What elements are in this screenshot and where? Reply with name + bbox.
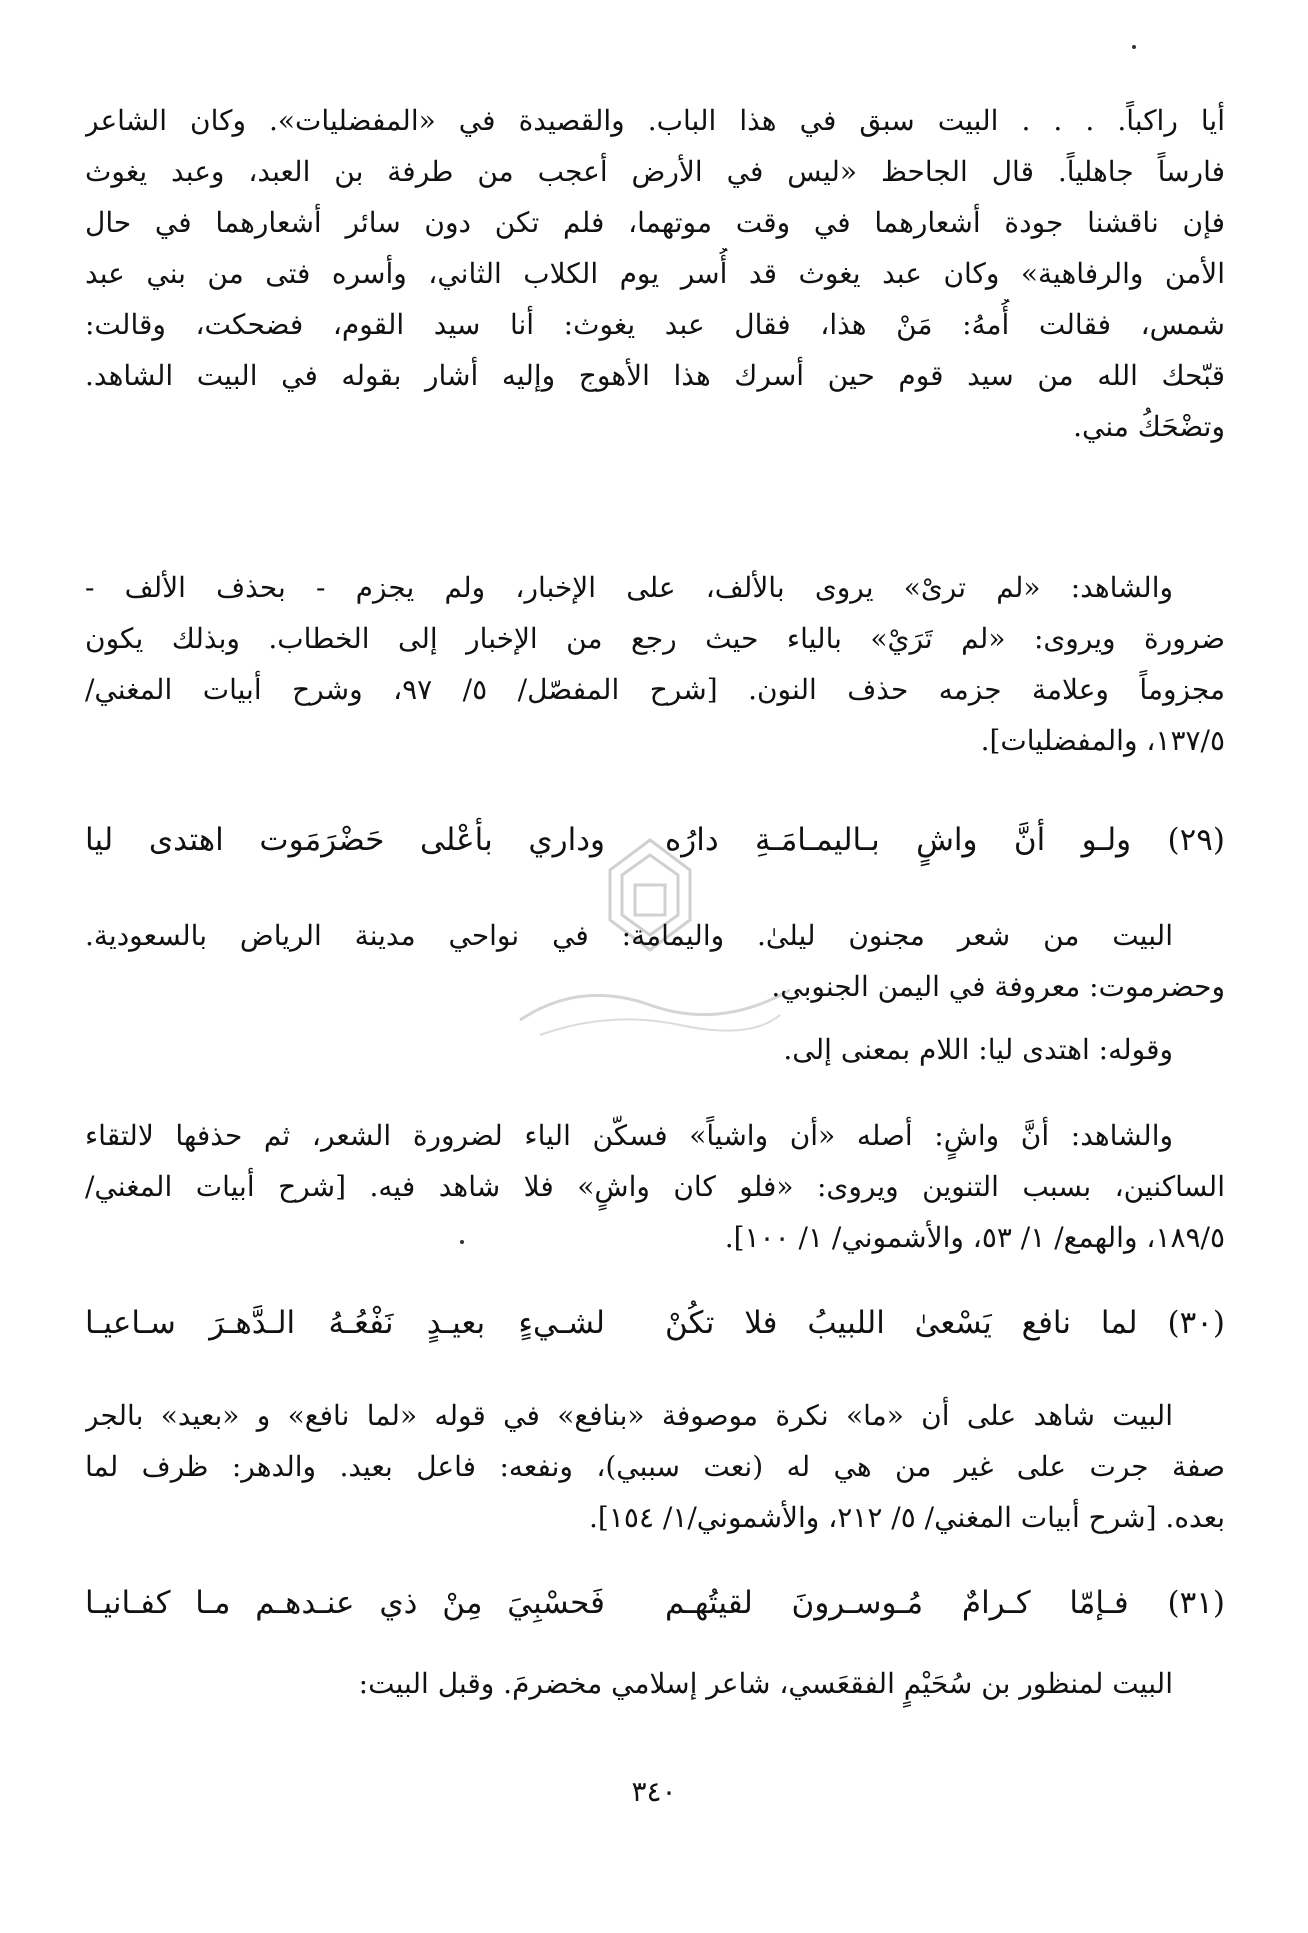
text-line: قبّحك الله من سيد قوم حين أسرك هذا الأهوج وإليه أشار بقوله في البيت الشاهد. — [85, 359, 1225, 392]
text-line: فارساً جاهلياً. قال الجاحظ «ليس في الأرض أعجب من طرفة بن العبد، وعبد يغوث — [85, 155, 1225, 188]
text-line: فإن ناقشنا جودة أشعارهما في وقت موتهما، فلم تكن دون سائر أشعارهما في حال — [85, 206, 1225, 239]
paragraph-6 — [85, 1390, 1225, 1543]
text-line: ضرورة ويروى: «لم تَرَيْ» بالياء حيث رجع من الإخبار إلى الخطاب. وبذلك يكون — [85, 622, 1225, 655]
text-line: شمس، فقالت أُمهُ: مَنْ هذا، فقال عبد يغوث: أنا سيد القوم، فضحكت، وقالت: — [85, 308, 1225, 341]
paragraph-1 — [85, 95, 1225, 452]
verse-30-second-hemistich: لشـيءٍ بعيـدٍ نَفْعُـهُ الـدَّهـرَ سـاعيـا — [85, 1305, 605, 1341]
verse-31 — [85, 1585, 1225, 1621]
text-line: والشاهد: «لم ترىْ» يروى بالألف، على الإخبار، ولم يجزم - بحذف الألف - — [85, 571, 1173, 604]
text-line: والشاهد: أنَّ واشٍ: أصله «أن واشياً» فسكّن الياء لضرورة الشعر، ثم حذفها لالتقاء — [85, 1119, 1173, 1152]
text-line: ١٣٧/٥، والمفضليات]. — [980, 724, 1225, 757]
speck-mark — [460, 1240, 464, 1244]
text-line: ١٨٩/٥، والهمع/ ١/ ٥٣، والأشموني/ ١/ ١٠٠]. — [724, 1221, 1225, 1254]
paragraph-3 — [85, 910, 1225, 1012]
verse-29-second-hemistich: وداري بأعْلى حَضْرَمَوت اهتدى ليا — [85, 822, 605, 858]
paragraph-4 — [85, 1024, 1225, 1075]
verse-31-second-hemistich: فَحسْبِيَ مِنْ ذي عنـدهـم مـا كفـانيـا — [85, 1585, 605, 1621]
text-line: بعده. [شرح أبيات المغني/ ٥/ ٢١٢، والأشموني/١/ ١٥٤]. — [589, 1501, 1225, 1534]
text-line: وقوله: اهتدى ليا: اللام بمعنى إلى. — [783, 1033, 1173, 1066]
paragraph-5 — [85, 1110, 1225, 1263]
speck-mark — [1132, 45, 1136, 49]
paragraph-7 — [85, 1658, 1225, 1709]
verse-29-first-hemistich: (٢٩) ولـو أنَّ واشٍ بـاليمـامَـةِ دارُه — [665, 822, 1225, 858]
text-line: وحضرموت: معروفة في اليمن الجنوبي. — [771, 970, 1225, 1003]
verse-30-first-hemistich: (٣٠) لما نافع يَسْعىٰ اللبيبُ فلا تكُنْ — [665, 1305, 1225, 1341]
text-line: مجزوماً وعلامة جزمه حذف النون. [شرح المفصّل/ ٥/ ٩٧، وشرح أبيات المغني/ — [85, 673, 1225, 706]
text-line: أيا راكباً. . . . البيت سبق في هذا الباب. والقصيدة في «المفضليات». وكان الشاعر — [85, 104, 1225, 137]
text-line: البيت من شعر مجنون ليلىٰ. واليمامة: في نواحي مدينة الرياض بالسعودية. — [85, 919, 1173, 952]
verse-31-first-hemistich: (٣١) فـإمّا كـرامٌ مُـوسـرونَ لقيتُهـم — [665, 1585, 1225, 1621]
text-line: البيت لمنظور بن سُحَيْمٍ الفقعَسي، شاعر إسلامي مخضرمَ. وقبل البيت: — [358, 1667, 1173, 1700]
verse-30 — [85, 1305, 1225, 1341]
text-line: وتضْحَكُ مني. — [1073, 410, 1225, 443]
text-line: البيت شاهد على أن «ما» نكرة موصوفة «بنافع» في قوله «لما نافع» و «بعيد» بالجر — [85, 1399, 1173, 1432]
text-line: الأمن والرفاهية» وكان عبد يغوث قد أُسر يوم الكلاب الثاني، وأسره فتى من بني عبد — [85, 257, 1225, 290]
text-line: صفة جرت على غير من هي له (نعت سببي)، ونفعه: فاعل بعيد. والدهر: ظرف لما — [85, 1450, 1225, 1483]
text-line: الساكنين، بسبب التنوين ويروى: «فلو كان واشٍ» فلا شاهد فيه. [شرح أبيات المغني/ — [85, 1170, 1225, 1203]
paragraph-2 — [85, 562, 1225, 766]
page-number: ٣٤٠ — [631, 1775, 677, 1808]
